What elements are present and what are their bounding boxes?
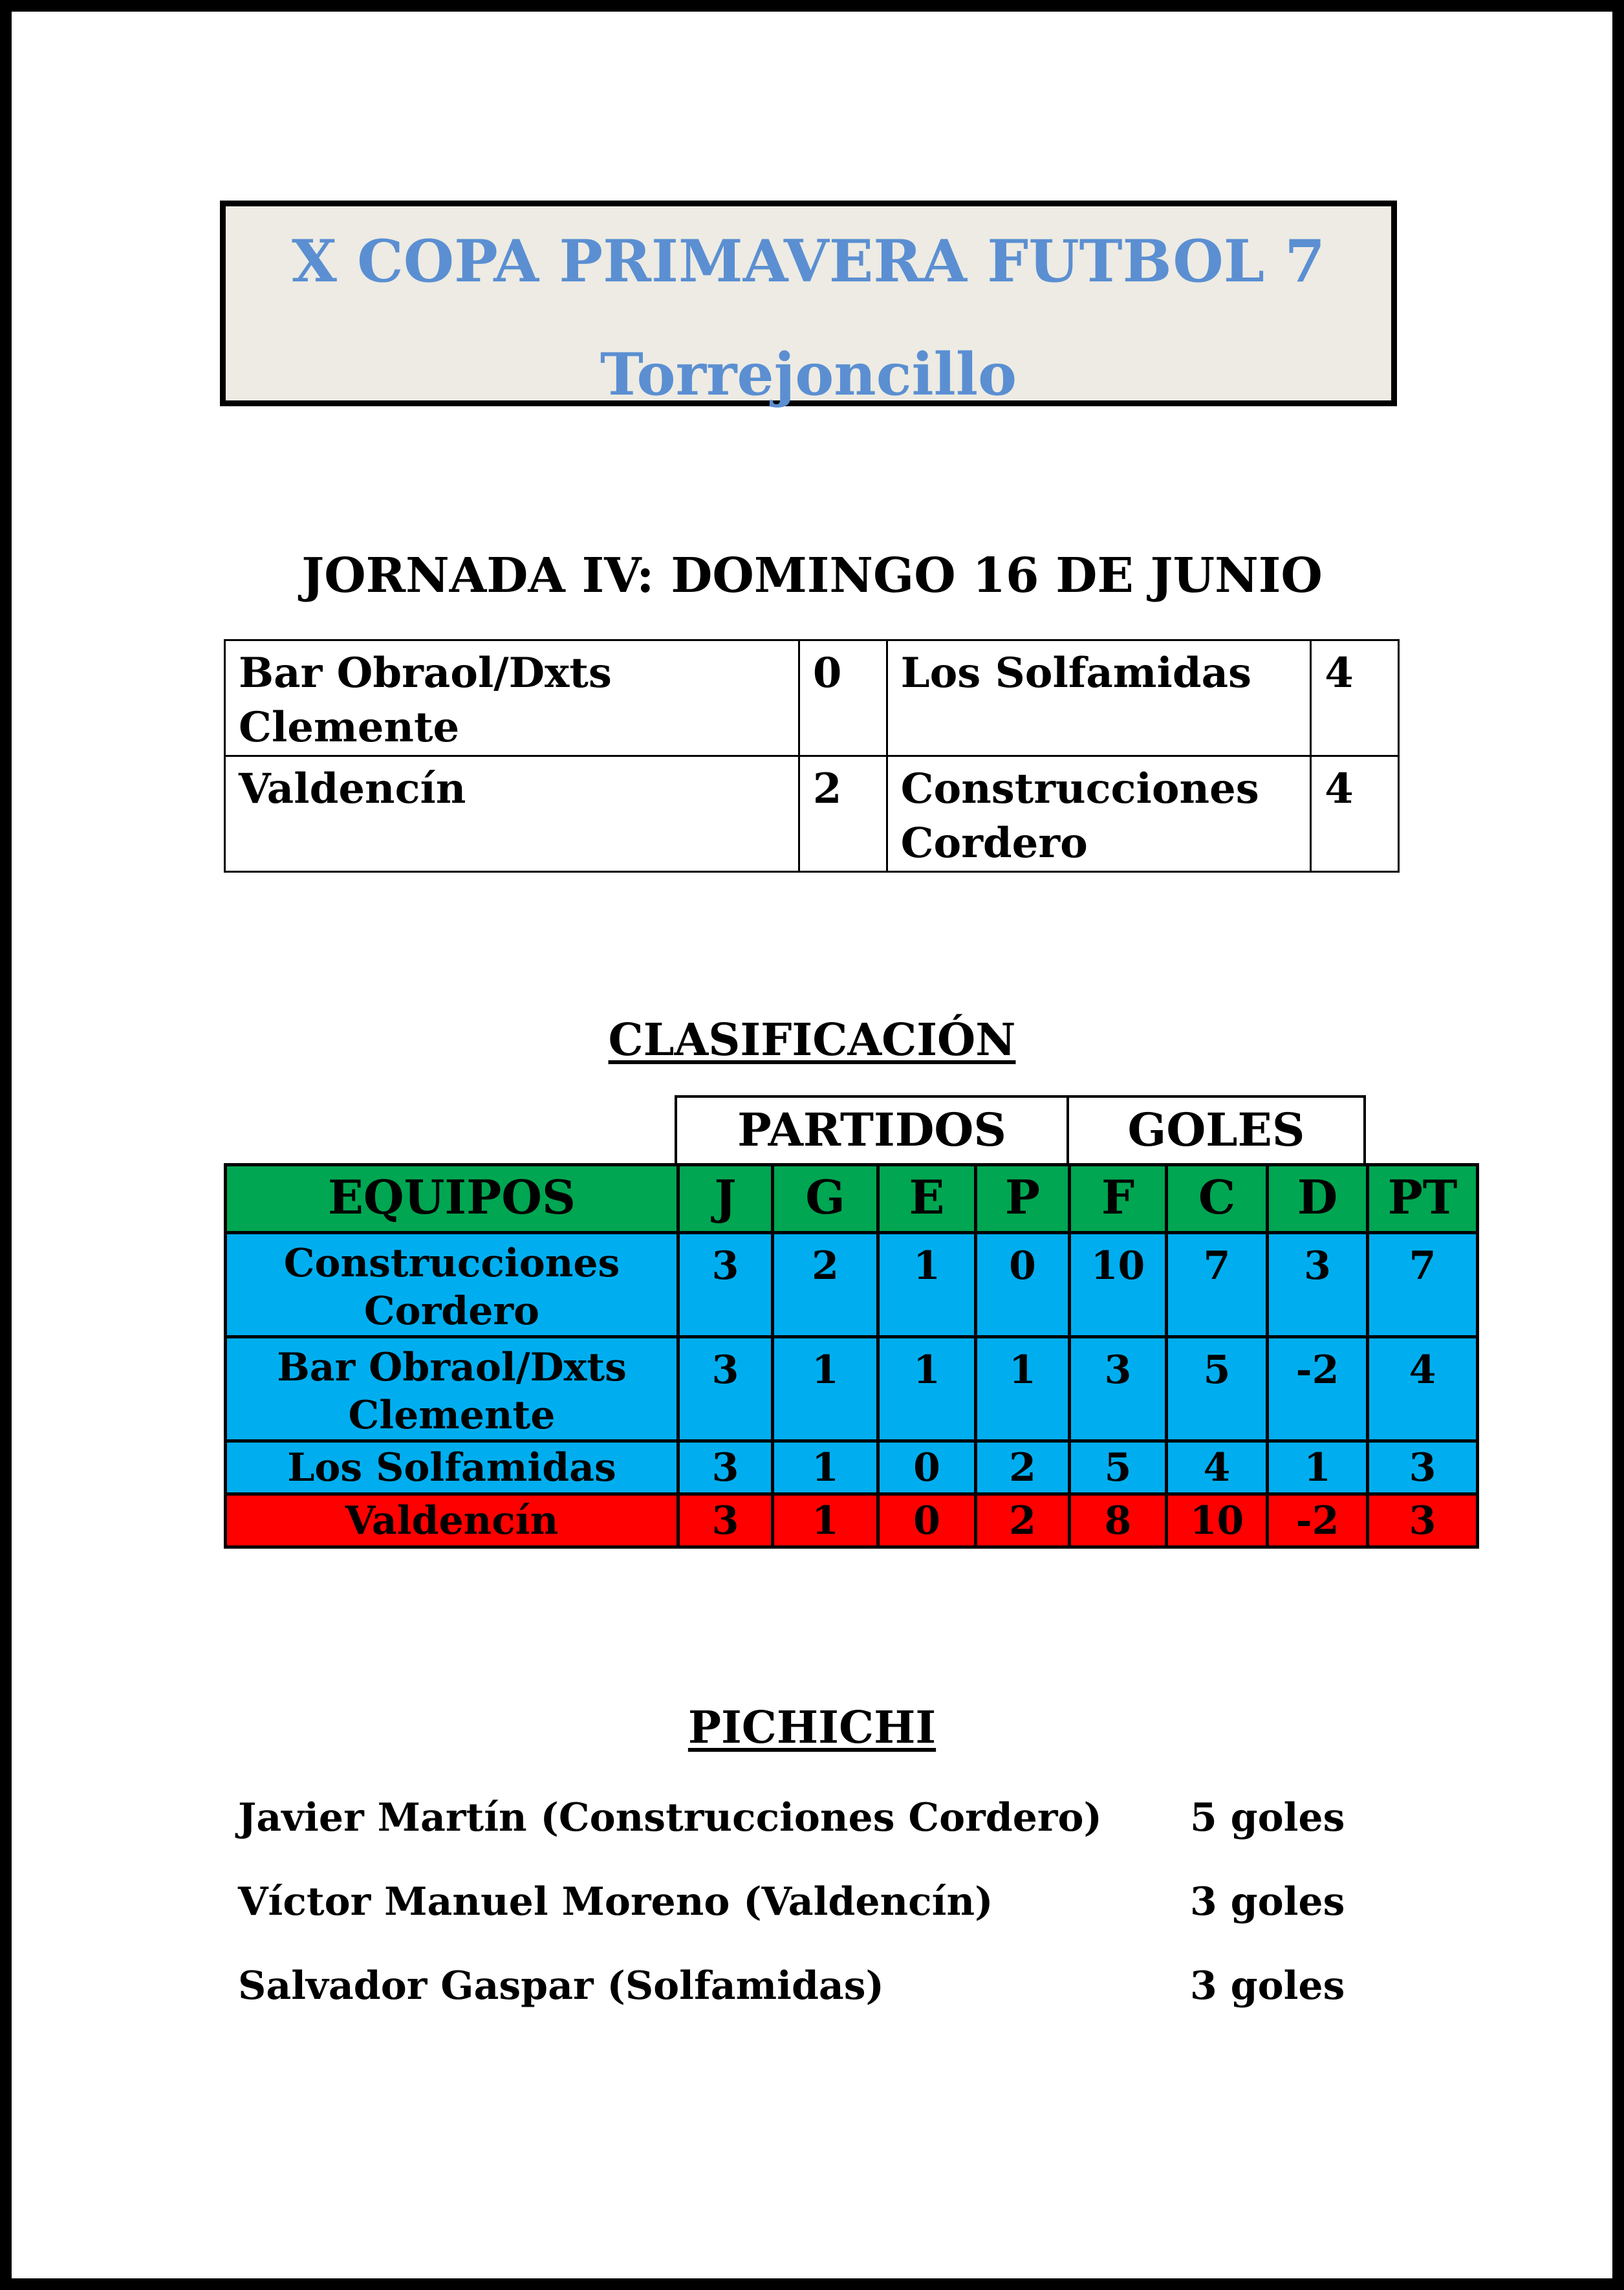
standings-row: [226, 1233, 1478, 1337]
group-partidos: PARTIDOS: [675, 1095, 1069, 1163]
standings-row: [226, 1441, 1478, 1494]
team-name: Construcciones Cordero: [226, 1233, 678, 1337]
home-goals: 2: [799, 756, 887, 872]
scorer-goals: 3 goles: [1190, 1963, 1345, 2009]
stat-e: 1: [878, 1337, 976, 1441]
stat-c: 5: [1167, 1337, 1268, 1441]
page: [12, 12, 1612, 2278]
home-goals: 0: [799, 640, 887, 756]
stat-d: -2: [1268, 1494, 1368, 1547]
stat-j: 3: [678, 1441, 773, 1494]
stat-g: 1: [773, 1337, 878, 1441]
clasificacion-heading: CLASIFICACIÓN: [608, 1014, 1016, 1066]
home-team: Bar Obraol/Dxts Clemente: [225, 640, 799, 756]
standings-header-row: [226, 1165, 1478, 1233]
stat-pt: 7: [1368, 1233, 1478, 1337]
col-e: E: [878, 1165, 976, 1233]
stat-p: 1: [976, 1337, 1070, 1441]
result-row: [225, 756, 1399, 872]
col-p: P: [976, 1165, 1070, 1233]
stat-d: 1: [1268, 1441, 1368, 1494]
standings-row: [226, 1494, 1478, 1547]
jornada-heading: JORNADA IV: DOMINGO 16 DE JUNIO: [301, 548, 1323, 604]
stat-f: 8: [1070, 1494, 1167, 1547]
scorer-name: Víctor Manuel Moreno (Valdencín): [238, 1879, 993, 1925]
group-goles: GOLES: [1066, 1095, 1366, 1163]
team-name: Bar Obraol/Dxts Clemente: [226, 1337, 678, 1441]
title-line-1: X COPA PRIMAVERA FUTBOL 7: [291, 227, 1326, 296]
away-team: Los Solfamidas: [887, 640, 1311, 756]
stat-c: 7: [1167, 1233, 1268, 1337]
stat-pt: 3: [1368, 1494, 1478, 1547]
team-name: Los Solfamidas: [226, 1441, 678, 1494]
stat-pt: 3: [1368, 1441, 1478, 1494]
team-name: Valdencín: [226, 1494, 678, 1547]
stat-c: 4: [1167, 1441, 1268, 1494]
standings-table: [224, 1163, 1479, 1549]
stat-p: 0: [976, 1233, 1070, 1337]
pichichi-heading: PICHICHI: [687, 1702, 937, 1754]
result-row: [225, 640, 1399, 756]
stat-f: 5: [1070, 1441, 1167, 1494]
stat-f: 3: [1070, 1337, 1167, 1441]
scorer-name: Salvador Gaspar (Solfamidas): [238, 1963, 884, 2009]
col-j: J: [678, 1165, 773, 1233]
scorer-goals: 5 goles: [1190, 1795, 1345, 1840]
stat-j: 3: [678, 1494, 773, 1547]
away-goals: 4: [1311, 640, 1399, 756]
col-pt: PT: [1368, 1165, 1478, 1233]
stat-e: 0: [878, 1494, 976, 1547]
col-f: F: [1070, 1165, 1167, 1233]
scorer-name: Javier Martín (Construcciones Cordero): [238, 1795, 1102, 1840]
col-g: G: [773, 1165, 878, 1233]
stat-d: -2: [1268, 1337, 1368, 1441]
standings-row: [226, 1337, 1478, 1441]
title-line-2: Torrejoncillo: [600, 340, 1017, 409]
results-table: [224, 639, 1400, 873]
stat-j: 3: [678, 1337, 773, 1441]
stat-g: 1: [773, 1441, 878, 1494]
col-d: D: [1268, 1165, 1368, 1233]
stat-j: 3: [678, 1233, 773, 1337]
stat-c: 10: [1167, 1494, 1268, 1547]
stat-e: 1: [878, 1233, 976, 1337]
stat-p: 2: [976, 1441, 1070, 1494]
stat-p: 2: [976, 1494, 1070, 1547]
stat-f: 10: [1070, 1233, 1167, 1337]
stat-d: 3: [1268, 1233, 1368, 1337]
home-team: Valdencín: [225, 756, 799, 872]
scorer-goals: 3 goles: [1190, 1879, 1345, 1925]
stat-g: 1: [773, 1494, 878, 1547]
col-equipos: EQUIPOS: [226, 1165, 678, 1233]
col-c: C: [1167, 1165, 1268, 1233]
stat-g: 2: [773, 1233, 878, 1337]
away-goals: 4: [1311, 756, 1399, 872]
away-team: Construcciones Cordero: [887, 756, 1311, 872]
title-box: [220, 201, 1397, 409]
stat-pt: 4: [1368, 1337, 1478, 1441]
stat-e: 0: [878, 1441, 976, 1494]
